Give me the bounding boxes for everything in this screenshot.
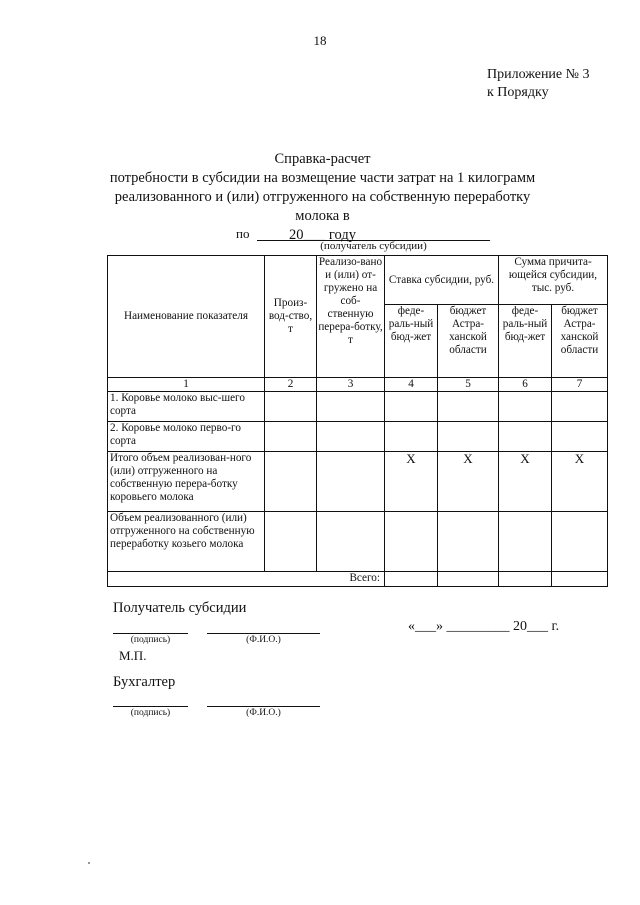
scan-speck	[88, 862, 90, 864]
title-line-2: потребности в субсидии на возмещение части затрат на 1 килограмм	[109, 170, 536, 186]
recipient-prefix: по	[236, 226, 250, 241]
column-number: 1	[108, 378, 265, 392]
appendix-note	[487, 66, 590, 102]
column-number: 2	[265, 378, 317, 392]
header-realized: Реализо-вано и (или) от-гружено на соб-ственную перера-ботку, т	[317, 256, 385, 378]
table-cell	[552, 422, 608, 452]
accountant-signature-label: Бухгалтер	[113, 674, 176, 690]
title-line-1: Справка-расчет	[274, 151, 371, 167]
column-number-row	[108, 378, 608, 392]
subsidy-table	[107, 255, 608, 587]
table-cell	[385, 392, 438, 422]
accountant-name-line	[207, 706, 320, 707]
appendix-line-1: Приложение № 3	[487, 67, 590, 82]
x-mark: X	[385, 452, 438, 512]
table-cell	[317, 452, 385, 512]
table-cell	[552, 512, 608, 572]
accountant-signature-line	[113, 706, 188, 707]
table-row	[108, 512, 608, 572]
table-cell	[265, 422, 317, 452]
table-cell	[265, 512, 317, 572]
accountant-name-caption: (Ф.И.О.)	[246, 708, 281, 718]
header-name: Наименование показателя	[108, 256, 265, 378]
table-cell	[438, 572, 499, 587]
signature-date: «___» _________ 20___ г.	[408, 619, 560, 634]
recipient-signature-line	[113, 633, 188, 634]
recipient-name-caption: (Ф.И.О.)	[246, 635, 281, 645]
header-rate-regional: бюджет Астра-ханской области	[438, 305, 499, 378]
title-line-3: реализованного и (или) отгруженного на собственную переработку молока в	[114, 189, 531, 224]
recipient-name-line	[207, 633, 320, 634]
row-name: 1. Коровье молоко выс-шего сорта	[108, 392, 265, 422]
table-cell	[438, 512, 499, 572]
column-number: 5	[438, 378, 499, 392]
total-label: Всего:	[108, 572, 385, 587]
page-number: 18	[313, 33, 327, 48]
table-row	[108, 422, 608, 452]
table-cell	[385, 422, 438, 452]
x-mark: X	[499, 452, 552, 512]
x-mark: X	[438, 452, 499, 512]
table-cell	[438, 422, 499, 452]
recipient-signature-label: Получатель субсидии	[113, 600, 247, 616]
header-sum: Сумма причита-ющейся субсидии, тыс. руб.	[499, 256, 608, 305]
header-rate: Ставка субсидии, руб.	[385, 256, 499, 305]
table-cell	[385, 572, 438, 587]
header-production: Произ-вод-ство, т	[265, 256, 317, 378]
header-sum-regional: бюджет Астра-ханской области	[552, 305, 608, 378]
table-cell	[317, 392, 385, 422]
column-number: 4	[385, 378, 438, 392]
column-number: 7	[552, 378, 608, 392]
table-cell	[499, 422, 552, 452]
table-cell	[499, 392, 552, 422]
table-cell	[499, 572, 552, 587]
table-row	[108, 392, 608, 422]
x-mark: X	[552, 452, 608, 512]
stamp-mark: М.П.	[119, 648, 147, 663]
table-cell	[317, 422, 385, 452]
row-name: 2. Коровье молоко перво-го сорта	[108, 422, 265, 452]
header-sum-federal: феде-раль-ный бюд-жет	[499, 305, 552, 378]
table-cell	[265, 452, 317, 512]
header-row-1	[108, 256, 608, 305]
table-cell	[552, 572, 608, 587]
title-line-4: 20___ году	[289, 227, 356, 243]
appendix-line-2: к Порядку	[487, 85, 549, 100]
column-number: 6	[499, 378, 552, 392]
recipient-caption: (получатель субсидии)	[320, 240, 427, 252]
table-cell	[552, 392, 608, 422]
total-row	[108, 572, 608, 587]
table-cell	[317, 512, 385, 572]
table-cell	[265, 392, 317, 422]
accountant-sign-caption: (подпись)	[130, 708, 171, 718]
recipient-sign-caption: (подпись)	[130, 635, 171, 645]
table-row	[108, 452, 608, 512]
table-cell	[438, 392, 499, 422]
table-cell	[499, 512, 552, 572]
table-cell	[385, 512, 438, 572]
column-number: 3	[317, 378, 385, 392]
row-name: Итого объем реализован-ного (или) отгруженного на собственную перера-ботку коровьего молока	[108, 452, 265, 512]
row-name: Объем реализованного (или) отгруженного на собственную переработку козьего молока	[108, 512, 265, 572]
header-rate-federal: феде-раль-ный бюд-жет	[385, 305, 438, 378]
document-title	[100, 150, 545, 245]
